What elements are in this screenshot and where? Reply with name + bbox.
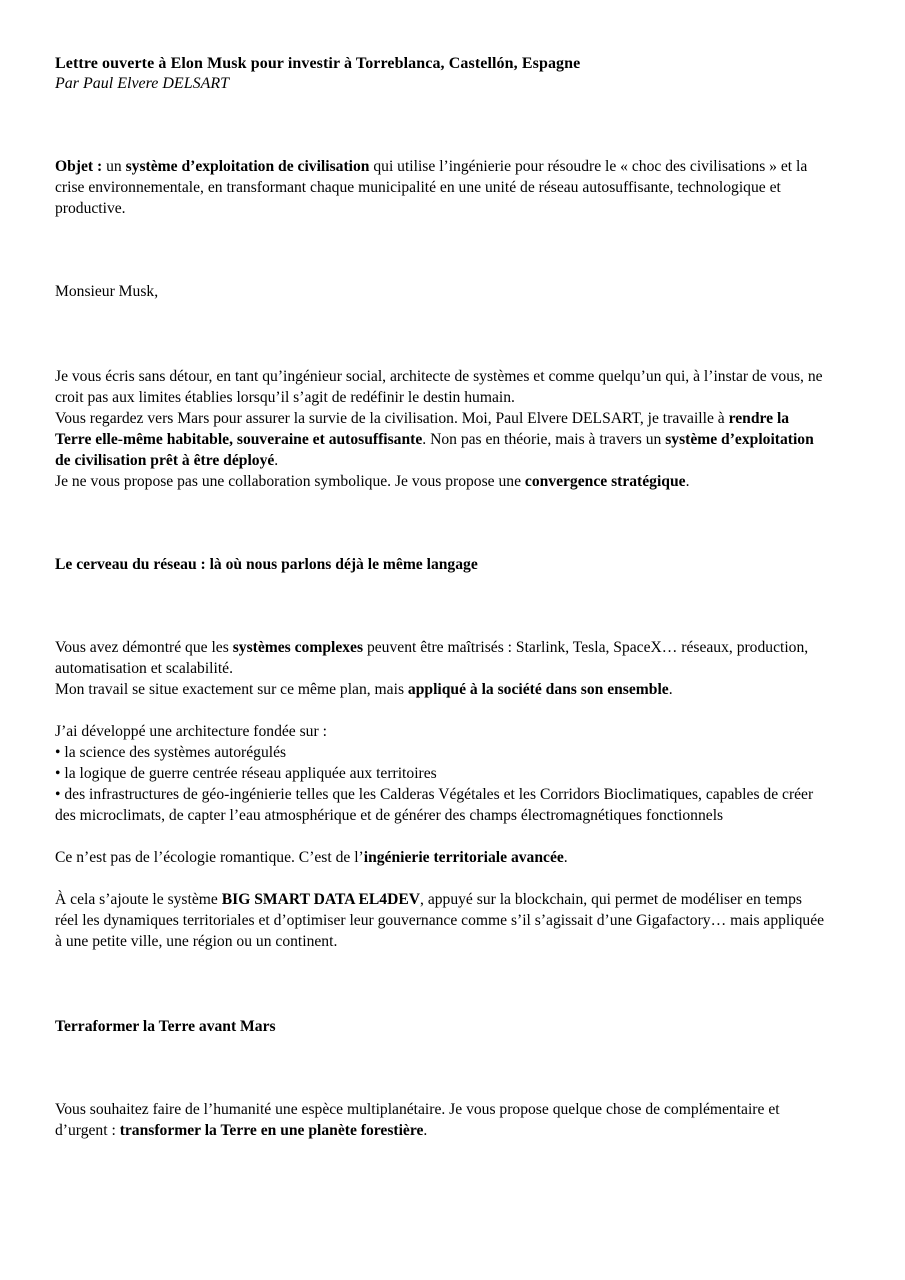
spacer-before-section1-heading [55, 492, 825, 554]
bullet-icon: • [55, 786, 61, 803]
section1-p1-b: peuvent être maîtrisés : Starlink, Tesla, SpaceX… réseaux, production, automatisation et scalabilité. [55, 639, 809, 677]
section1-p2-a: Mon travail se situe exactement sur ce même plan, mais [55, 681, 408, 698]
intro-line-3 [55, 471, 825, 492]
section1-paragraph-3 [55, 847, 825, 868]
intro-line-3-a: Je ne vous propose pas une collaboration symbolique. Je vous propose une [55, 473, 525, 490]
objet-body: qui utilise l’ingénierie pour résoudre le « choc des civilisations » et la crise environnementale, en transformant chaque municipalité en une unité de réseau autosuffisante, technologique et productive. [55, 158, 808, 217]
section2-bold-planete: transformer la Terre en une planète forestière [119, 1122, 424, 1139]
section2-p1-b: . [423, 1122, 428, 1139]
spacer-before-paragraph-4 [55, 868, 825, 889]
section1-p1-a: Vous avez démontré que les [55, 639, 233, 656]
section1-heading: Le cerveau du réseau : là où nous parlons déjà le même langage [55, 556, 478, 573]
spacer-before-intro [55, 302, 825, 366]
section1-p2-b: . [668, 681, 673, 698]
spacer-before-objet [55, 94, 825, 156]
list-item-label: la science des systèmes autorégulés [64, 744, 287, 761]
section2-heading: Terraformer la Terre avant Mars [55, 1018, 276, 1035]
list-item [55, 763, 825, 784]
section1-p4-b: , appuyé sur la blockchain, qui permet de modéliser en temps réel les dynamiques territoriales et d’optimiser leur gouvernance comme s’il s’agissait d’une Gigafactory… mais appliquée à une petite ville, une région ou un continent. [55, 891, 825, 950]
objet-paragraph [55, 156, 825, 219]
spacer-before-list [55, 700, 825, 721]
intro-line-2-c: . [274, 452, 279, 469]
spacer-before-salutation [55, 219, 825, 281]
section1-bold-systemes: systèmes complexes [232, 639, 364, 656]
objet-lead-bold: système d’exploitation de civilisation [125, 158, 370, 175]
objet-label: Objet : [55, 158, 103, 175]
list-item-label: des infrastructures de géo-ingénierie telles que les Calderas Végétales et les Corridors Bioclimatiques, capables de créer des microclimats, de capter l’eau atmosphérique et de générer des champs électromagnétiques fonctionnels [55, 786, 814, 824]
list-item [55, 784, 825, 826]
intro-line-3-b: . [685, 473, 690, 490]
intro-bold-terre: rendre la Terre elle-même habitable, souveraine et autosuffisante [55, 410, 790, 448]
list-intro: J’ai développé une architecture fondée sur : [55, 723, 327, 740]
author-byline: Par Paul Elvere DELSART [55, 75, 230, 92]
spacer-after-section2-heading [55, 1037, 825, 1099]
list-item [55, 742, 825, 763]
bullet-icon: • [55, 765, 61, 782]
section1-paragraph-1 [55, 637, 825, 679]
objet-lead-plain: un [102, 158, 126, 175]
intro-bold-convergence: convergence stratégique [524, 473, 686, 490]
spacer-after-list [55, 826, 825, 847]
section1-paragraph-2 [55, 679, 825, 700]
section1-p3-b: . [563, 849, 568, 866]
section1-p3-a: Ce n’est pas de l’écologie romantique. C’est de l’ [55, 849, 364, 866]
list-item-label: la logique de guerre centrée réseau appliquée aux territoires [64, 765, 437, 782]
intro-bold-systeme: système d’exploitation de civilisation prêt à être déployé [55, 431, 814, 469]
salutation: Monsieur Musk, [55, 283, 159, 300]
section1-bold-ingenierie: ingénierie territoriale avancée [363, 849, 564, 866]
section1-bold-bigsmartdata: BIG SMART DATA EL4DEV [221, 891, 421, 908]
intro-line-2 [55, 408, 825, 471]
page-title: Lettre ouverte à Elon Musk pour investir à Torreblanca, Castellón, Espagne [55, 55, 581, 72]
spacer-after-section1-heading [55, 575, 825, 637]
bullet-icon: • [55, 744, 61, 761]
section2-p1-a: Vous souhaitez faire de l’humanité une espèce multiplanétaire. Je vous propose quelque chose de complémentaire et d’urgent : [55, 1101, 780, 1139]
intro-line-2-b: . Non pas en théorie, mais à travers un [422, 431, 666, 448]
section1-p4-a: À cela s’ajoute le système [55, 891, 222, 908]
intro-line-2-a: Vous regardez vers Mars pour assurer la survie de la civilisation. Moi, Paul Elvere DELSART, je travaille à [55, 410, 729, 427]
section1-paragraph-4 [55, 889, 825, 952]
section1-bold-applique: appliqué à la société dans son ensemble [407, 681, 669, 698]
section2-paragraph-1 [55, 1099, 825, 1141]
spacer-before-section2-heading [55, 952, 825, 1016]
intro-line-1: Je vous écris sans détour, en tant qu’ingénieur social, architecte de systèmes et comme quelqu’un qui, à l’instar de vous, ne croit pas aux limites établies lorsqu’il s’agit de redéfinir le destin humain. [55, 368, 823, 406]
